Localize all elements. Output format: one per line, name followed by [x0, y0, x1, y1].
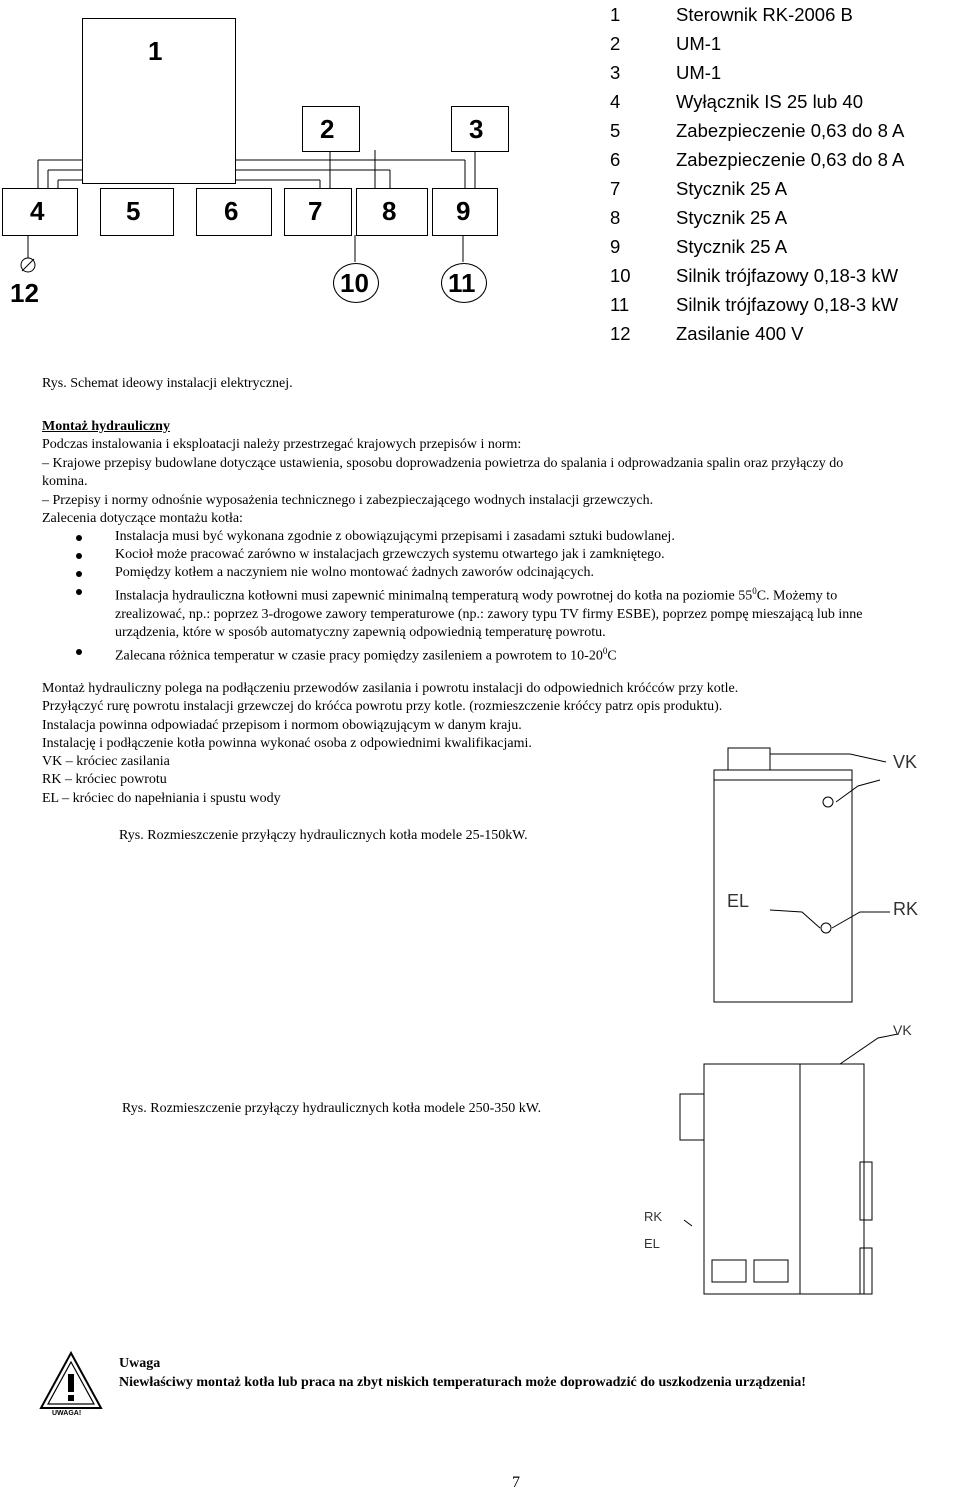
- bullet-icon: [76, 589, 82, 595]
- caption-electrical: Rys. Schemat ideowy instalacji elektrycznej.: [42, 376, 293, 391]
- diagram-label-2: 2: [320, 114, 335, 144]
- bullet-icon: [76, 535, 82, 541]
- para-line: Instalację i podłączenie kotła powinna wykonać osoba z odpowiednimi kwalifikacjami.: [42, 736, 532, 751]
- legend-row: 9 Stycznik 25 A: [610, 236, 788, 257]
- diagram-label-8: 8: [382, 196, 397, 226]
- bullet-icon: [76, 649, 82, 655]
- page-number: 7: [512, 1474, 520, 1491]
- recommend-title: Zalecenia dotyczące montażu kotła:: [42, 511, 243, 526]
- para-line: EL – króciec do napełniania i spustu wody: [42, 791, 281, 806]
- para-line: Przyłączyć rurę powrotu instalacji grzewczej do króćca powrotu przy kotle. (rozmieszczenie króćcy patrz opis produktu).: [42, 699, 723, 714]
- bullet-icon: [76, 571, 82, 577]
- list-item: Instalacja hydrauliczna kotłowni musi zapewnić minimalną temperaturą wody powrotnej do kotła na poziomie $55^0C$. Możemy to zrealizować, np.: poprzez 3-drogowe zawory temperaturowe (np.: zawory typu TV firmy ESBE), poprzez pompę mieszającą lub inne urządzenia, które w sposób automatyczny zapewnią odpowiednią temperaturę powrotu.: [115, 582, 862, 642]
- legend-row: 12 Zasilanie 400 V: [610, 323, 804, 344]
- diagram-label-12: 12: [10, 278, 39, 308]
- boiler-small-outline: [700, 740, 930, 1020]
- diagram-label-3: 3: [469, 114, 484, 144]
- intro-text: Podczas instalowania i eksploatacji należy przestrzegać krajowych przepisów i norm:: [42, 437, 522, 452]
- diagram-label-4: 4: [30, 196, 45, 226]
- section-title: Montaż hydrauliczny: [42, 419, 170, 434]
- diagram-label-9: 9: [456, 196, 471, 226]
- rule-1-line-2: komina.: [42, 474, 88, 489]
- diagram-label-11: 11: [448, 268, 476, 298]
- label-el: EL: [727, 891, 750, 911]
- label-el-large: EL: [644, 1236, 660, 1251]
- legend-row: 10 Silnik trójfazowy 0,18-3 kW: [610, 265, 899, 286]
- para-line: RK – króciec powrotu: [42, 772, 167, 787]
- label-rk-large: RK: [644, 1209, 663, 1224]
- legend-row: 6 Zabezpieczenie 0,63 do 8 A: [610, 149, 905, 170]
- legend-row: 8 Stycznik 25 A: [610, 207, 788, 228]
- label-vk: VK: [893, 752, 918, 772]
- recommend-list: [115, 528, 863, 664]
- warning-icon-caption: UWAGA!: [52, 1410, 82, 1417]
- diagram-label-1: 1: [148, 36, 163, 66]
- component-legend: [610, 0, 904, 348]
- diagram-label-6: 6: [224, 196, 239, 226]
- caption-large-boiler: Rys. Rozmieszczenie przyłączy hydraulicznych kotła modele 250-350 kW.: [122, 1101, 542, 1116]
- list-item: Kocioł może pracować zarówno w instalacjach grzewczych systemu otwartego jak i zamkniętego.: [115, 546, 862, 564]
- legend-row: 3 UM-1: [610, 62, 722, 83]
- label-vk-large: VK: [893, 1022, 912, 1038]
- label-rk: RK: [893, 899, 919, 919]
- legend-row: 7 Stycznik 25 A: [610, 178, 788, 199]
- rule-2: – Przepisy i normy odnośnie wyposażenia technicznego i zabezpieczającego wodnych instalacji grzewczych.: [42, 493, 654, 508]
- rule-1-line-1: – Krajowe przepisy budowlane dotyczące ustawienia, sposobu doprowadzenia powietrza do spalania i odprowadzania spalin oraz przyłączy do: [42, 456, 844, 471]
- legend-row: 4 Wyłącznik IS 25 lub 40: [610, 91, 863, 112]
- bullet-icon: [76, 553, 82, 559]
- para-line: Instalacja powinna odpowiadać przepisom i normom obowiązującym w danym kraju.: [42, 718, 522, 733]
- diagram-label-10: 10: [340, 268, 369, 298]
- list-item: Instalacja musi być wykonana zgodnie z obowiązującymi przepisami i zasadami sztuki budowlanej.: [115, 528, 862, 546]
- caption-small-boiler: Rys. Rozmieszczenie przyłączy hydraulicznych kotła modele 25-150kW.: [119, 828, 528, 843]
- boiler-large-outline: [640, 1020, 940, 1300]
- warning-text: Niewłaściwy montaż kotła lub praca na zbyt niskich temperaturach może doprowadzić do uszkodzenia urządzenia!: [119, 1375, 806, 1390]
- legend-row: 1 Sterownik RK-2006 B: [610, 4, 853, 25]
- list-item: Zalecana różnica temperatur w czasie pracy pomiędzy zasileniem a powrotem to $10-20^0C$: [115, 642, 862, 660]
- para-line: VK – króciec zasilania: [42, 754, 170, 769]
- diagram-label-7: 7: [308, 196, 323, 226]
- warning-title: Uwaga: [119, 1356, 161, 1371]
- para-line: Montaż hydrauliczny polega na podłączeniu przewodów zasilania i powrotu instalacji do odpowiednich króćców przy kotle.: [42, 681, 739, 696]
- legend-row: 5 Zabezpieczenie 0,63 do 8 A: [610, 120, 905, 141]
- legend-row: 11 Silnik trójfazowy 0,18-3 kW: [610, 294, 899, 315]
- diagram-label-5: 5: [126, 196, 141, 226]
- legend-row: 2 UM-1: [610, 33, 722, 54]
- list-item: Pomiędzy kotłem a naczyniem nie wolno montować żadnych zaworów odcinających.: [115, 564, 862, 582]
